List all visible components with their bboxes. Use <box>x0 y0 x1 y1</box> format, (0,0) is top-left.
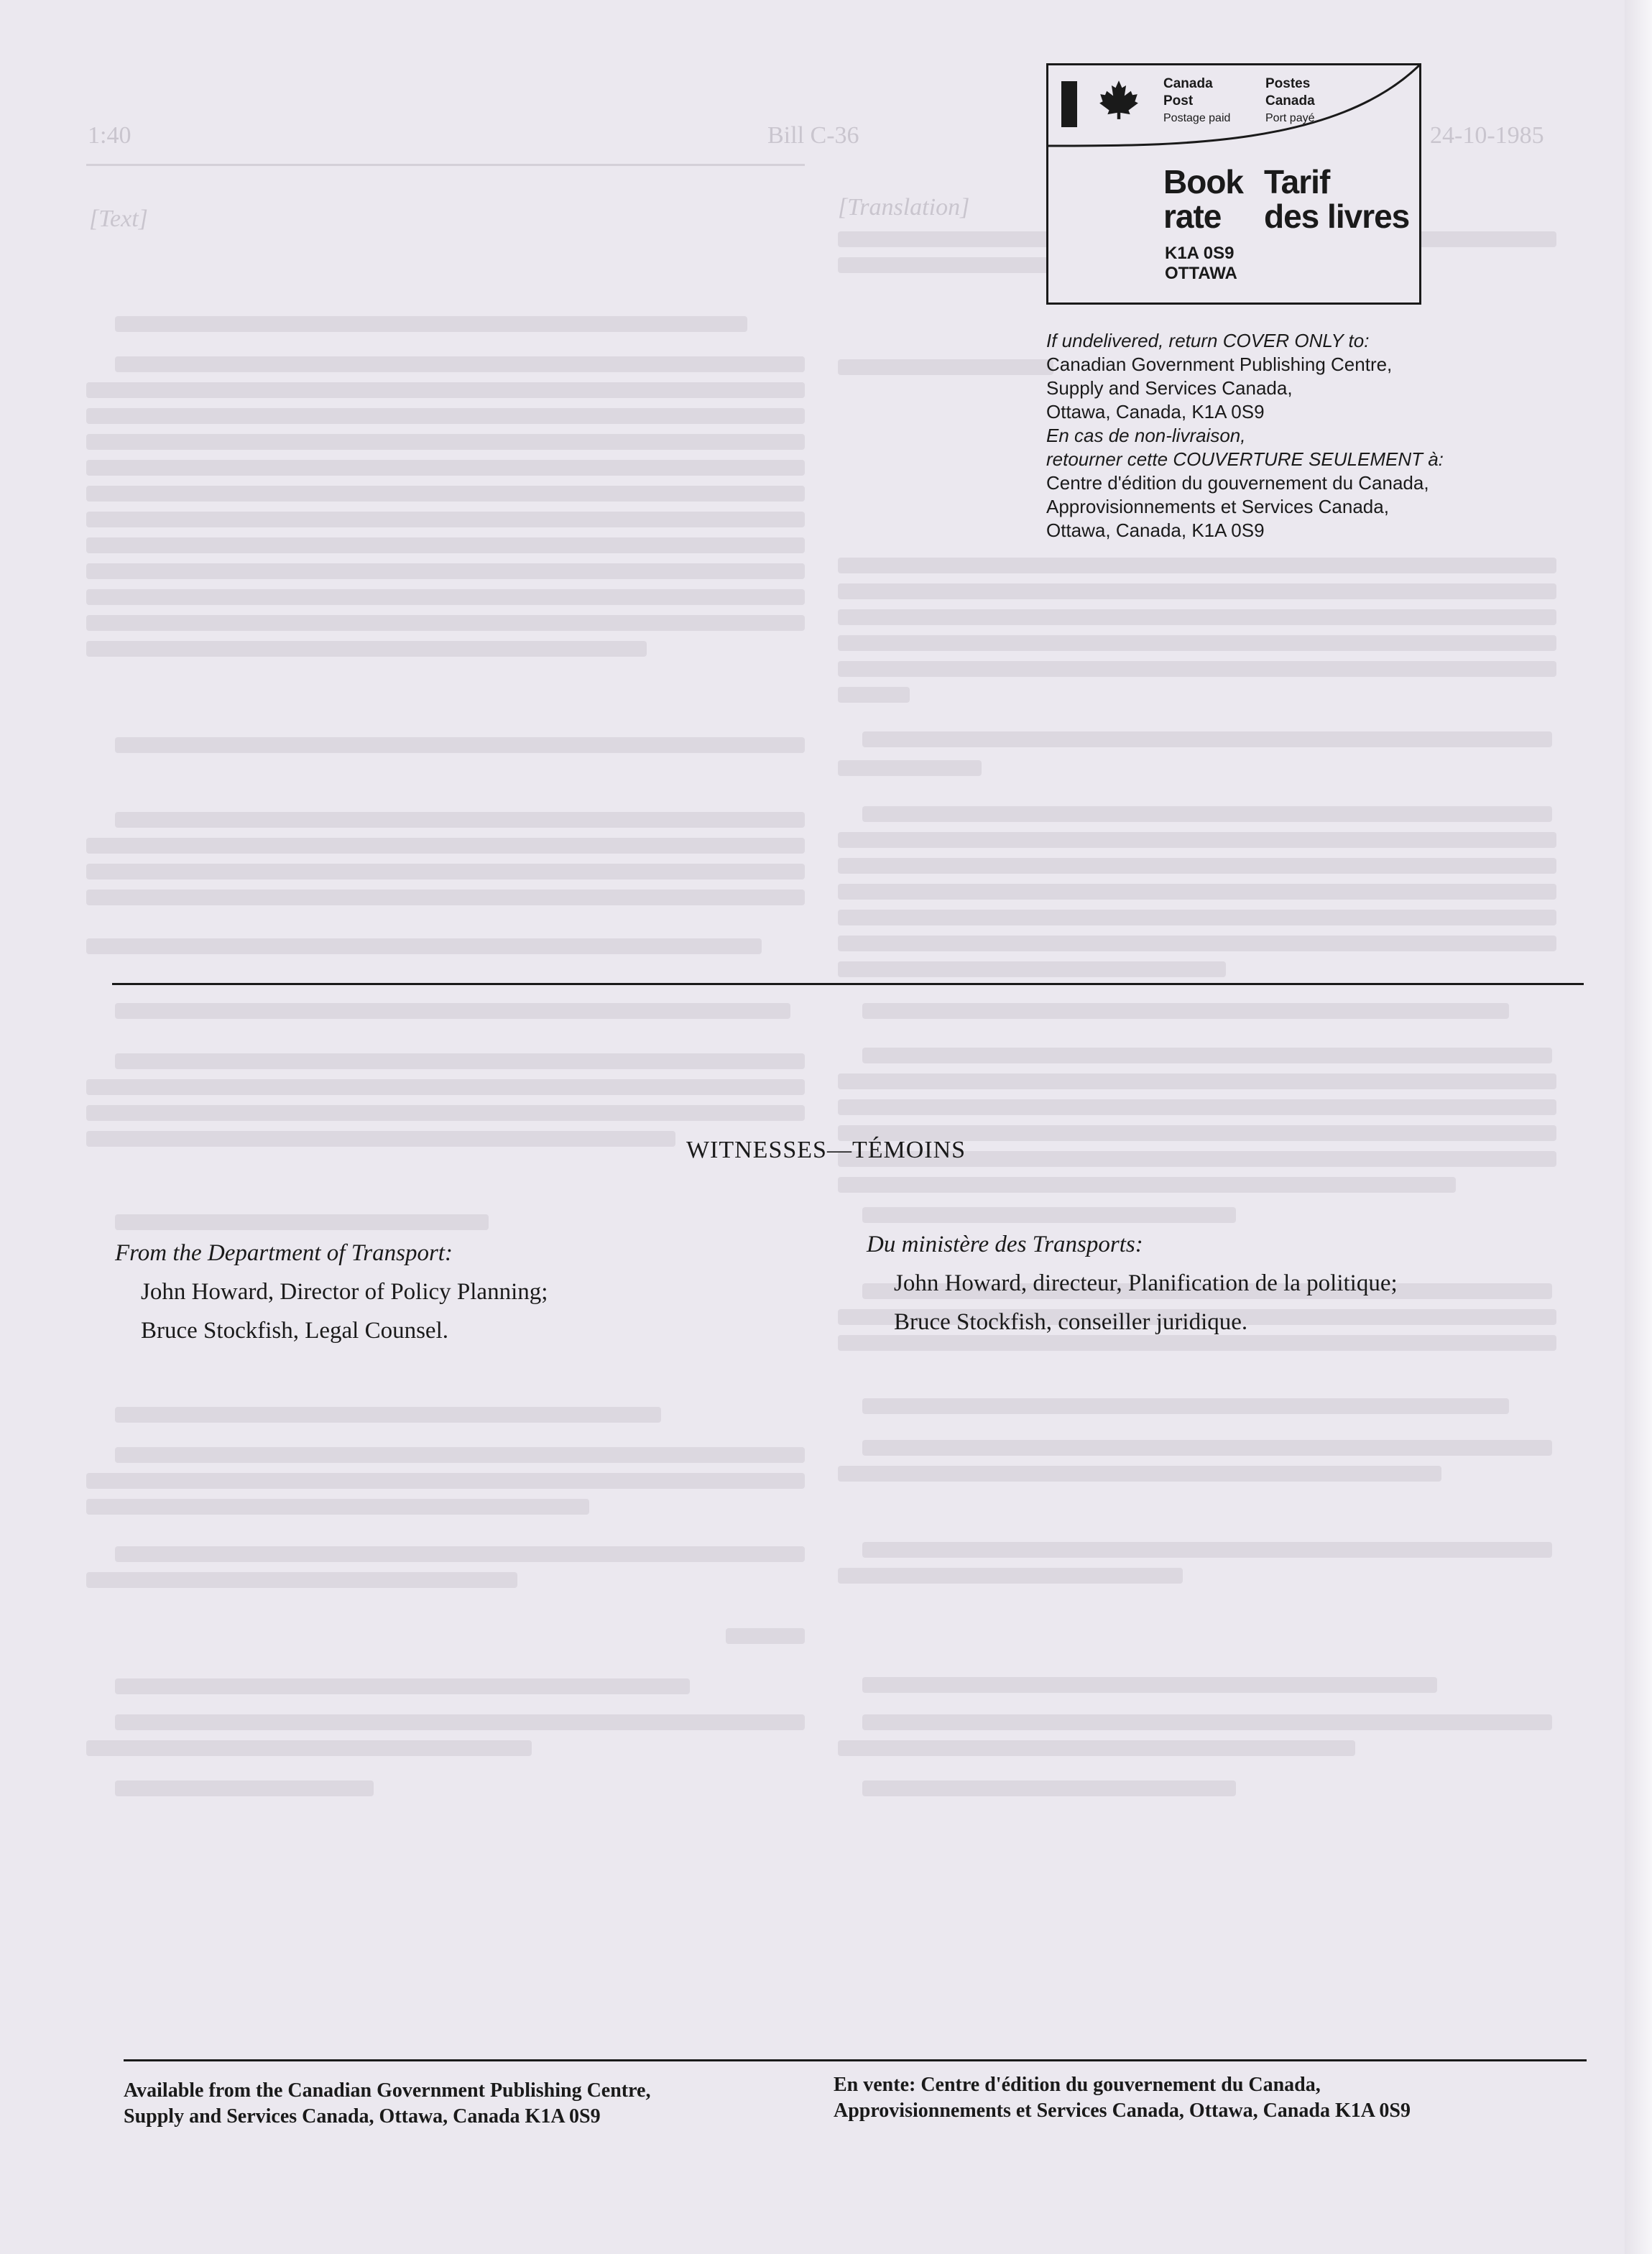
book-label: Book <box>1163 163 1243 200</box>
ghost-translation-label: [Translation] <box>838 194 970 221</box>
return-fr-line: retourner cette COUVERTURE SEULEMENT à: <box>1046 448 1444 470</box>
ghost-page-number: 1:40 <box>88 122 131 149</box>
port-paye-label: Port payé <box>1265 112 1315 124</box>
footer-en-line: Supply and Services Canada, Ottawa, Canada K1A 0S9 <box>124 2105 601 2128</box>
en-witness: Bruce Stockfish, Legal Counsel. <box>141 1318 449 1344</box>
return-en-line: Canadian Government Publishing Centre, <box>1046 354 1393 375</box>
maple-leaf-icon <box>1099 80 1139 120</box>
return-fr-line: Centre d'édition du gouvernement du Canada, <box>1046 472 1429 494</box>
ghost-bill-label: Bill C-36 <box>767 122 859 149</box>
canada-en-label: Canada <box>1163 76 1213 91</box>
ghost-header-rule <box>86 164 805 166</box>
en-department: From the Department of Transport: <box>115 1240 453 1266</box>
stamp-postal-address <box>1165 244 1237 284</box>
postage-stamp <box>1046 63 1421 305</box>
canada-fr-label: Canada <box>1265 93 1315 108</box>
postage-paid-label: Postage paid <box>1163 112 1231 124</box>
footer-fr-line: Approvisionnements et Services Canada, Ottawa, Canada K1A 0S9 <box>834 2100 1411 2122</box>
fr-witness: John Howard, directeur, Planification de la politique; <box>894 1270 1398 1296</box>
post-en-label: Post <box>1163 93 1194 108</box>
footer-fr <box>834 2072 1411 2124</box>
tarif-label: Tarif <box>1264 163 1330 200</box>
postes-fr-label: Postes <box>1265 76 1311 91</box>
footer-fr-line: En vente: Centre d'édition du gouvernement du Canada, <box>834 2074 1321 2096</box>
fr-department: Du ministère des Transports: <box>867 1232 1143 1257</box>
witnesses-top-rule <box>112 983 1584 985</box>
witnesses-title: WITNESSES—TÉMOINS <box>686 1137 966 1163</box>
return-en-line: Ottawa, Canada, K1A 0S9 <box>1046 401 1265 422</box>
stamp-city: OTTAWA <box>1165 264 1237 283</box>
flag-bar-icon <box>1061 81 1077 127</box>
rate-label: rate <box>1163 198 1222 235</box>
footer-en-line: Available from the Canadian Government Publishing Centre, <box>124 2079 651 2102</box>
stamp-postal-code: K1A 0S9 <box>1165 244 1235 263</box>
footer-en <box>124 2078 650 2130</box>
en-witness: John Howard, Director of Policy Planning; <box>141 1279 548 1305</box>
book-rate-en <box>1163 165 1243 234</box>
footer-rule <box>124 2059 1587 2061</box>
return-fr-line: Ottawa, Canada, K1A 0S9 <box>1046 519 1265 541</box>
return-address <box>1046 329 1477 542</box>
return-en-line: If undelivered, return COVER ONLY to: <box>1046 330 1370 351</box>
return-fr-line: Approvisionnements et Services Canada, <box>1046 496 1389 517</box>
ghost-text-label: [Text] <box>89 205 148 232</box>
postes-canada-fr <box>1265 75 1315 127</box>
page-edge-shadow <box>1625 0 1652 2254</box>
fr-witness: Bruce Stockfish, conseiller juridique. <box>894 1309 1248 1335</box>
ghost-date: 24-10-1985 <box>1430 122 1544 149</box>
return-en-line: Supply and Services Canada, <box>1046 377 1293 399</box>
return-fr-line: En cas de non-livraison, <box>1046 425 1246 446</box>
canada-post-en <box>1163 75 1230 127</box>
tarif-livres-fr <box>1264 165 1409 234</box>
des-livres-label: des livres <box>1264 198 1410 235</box>
